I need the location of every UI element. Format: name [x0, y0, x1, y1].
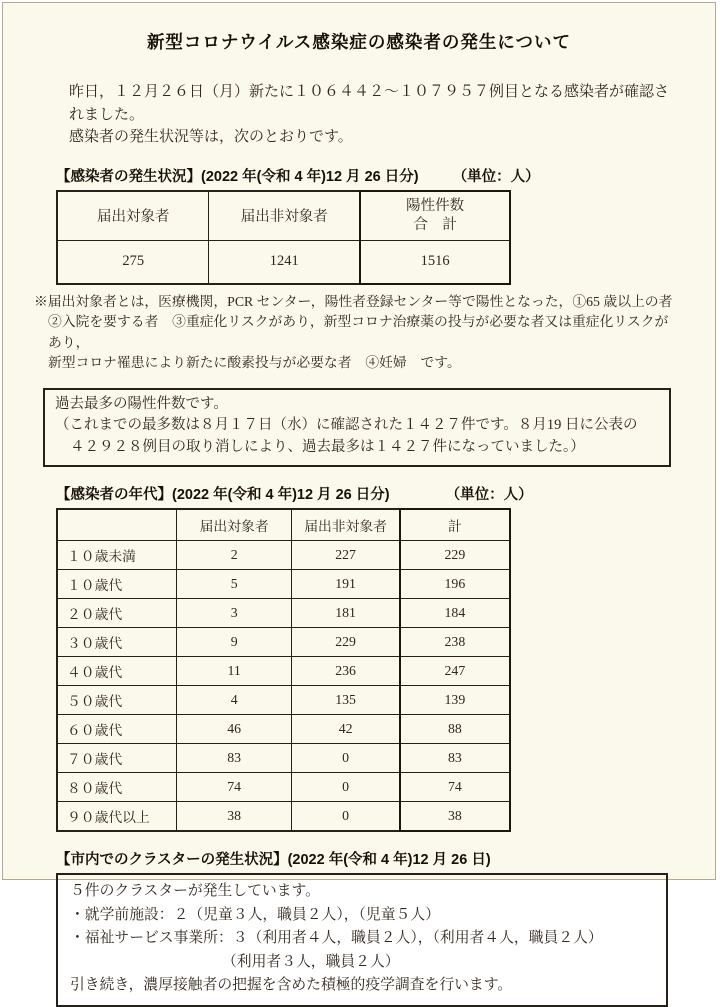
record-note-line-3: ４２９２８例目の取り消しにより、過去最多は１４２７件になっていました。） — [70, 438, 585, 455]
age-header-non-notified: 届出非対象者 — [292, 509, 400, 541]
cluster-line-1: ５件のクラスターが発生しています。 — [70, 883, 320, 899]
age-row-notified: 83 — [176, 744, 292, 773]
age-row-label: ６０歳代 — [57, 715, 176, 744]
age-row-total: 139 — [400, 686, 510, 715]
age-row-label: ８０歳代 — [57, 773, 176, 802]
page-title: 新型コロナウイルス感染症の感染者の発生について — [146, 32, 572, 52]
cluster-date-label: (2022 年(令和 4 年)12 月 26 日) — [287, 852, 491, 868]
age-row-total: 196 — [400, 570, 510, 599]
age-row-total: 38 — [400, 802, 510, 832]
age-row-notified: 4 — [176, 686, 292, 715]
age-row-label: ３０歳代 — [57, 628, 176, 657]
status-unit-label: （単位：人） — [452, 168, 540, 185]
age-row-notified: 46 — [176, 715, 292, 744]
age-row-notified: 74 — [176, 773, 292, 802]
record-note-line-1: 過去最多の陽性件数です。 — [55, 395, 228, 412]
age-row-total: 88 — [400, 715, 510, 744]
age-row-notified: 5 — [176, 570, 292, 599]
footnote-line-2: ②入院を要する者 ③重症化リスクがあり，新型コロナ治療薬の投与が必要な者又は重症化リスクがあり， — [48, 314, 669, 350]
status-table-value-row — [57, 240, 510, 284]
table-row — [57, 802, 510, 832]
age-unit-label: （単位：人） — [445, 487, 533, 503]
age-table-header-row — [57, 509, 510, 541]
section-heading-status — [56, 165, 715, 186]
age-row-non-notified: 227 — [292, 541, 400, 570]
section-heading-cluster — [56, 848, 715, 869]
cluster-line-5: 引き続き，濃厚接触者の把握を含めた積極的疫学調査を行います。 — [70, 977, 513, 993]
age-header-notified: 届出対象者 — [176, 509, 292, 541]
age-row-non-notified: 229 — [292, 628, 400, 657]
age-row-non-notified: 181 — [292, 599, 400, 628]
age-row-total: 247 — [400, 657, 510, 686]
age-header-total: 計 — [400, 509, 510, 541]
status-table-header-row — [57, 191, 510, 241]
age-header-blank — [57, 509, 176, 541]
notice-document — [2, 2, 716, 993]
age-row-label: ４０歳代 — [57, 657, 176, 686]
age-row-total: 238 — [400, 628, 510, 657]
age-row-notified: 11 — [176, 657, 292, 686]
age-row-notified: 38 — [176, 802, 292, 832]
status-header-notified: 届出対象者 — [57, 191, 209, 241]
status-value-non-notified: 1241 — [209, 240, 360, 284]
age-row-total: 229 — [400, 541, 510, 570]
table-row — [57, 541, 510, 570]
age-row-label: １０歳未満 — [57, 541, 176, 570]
age-row-label: ２０歳代 — [57, 599, 176, 628]
age-row-non-notified: 135 — [292, 686, 400, 715]
status-value-total: 1516 — [360, 240, 510, 284]
age-row-label: ７０歳代 — [57, 744, 176, 773]
table-row — [57, 715, 510, 744]
table-row — [57, 657, 510, 686]
age-row-label: ５０歳代 — [57, 686, 176, 715]
cluster-line-4: （利用者３人，職員２人） — [222, 953, 400, 970]
age-row-non-notified: 236 — [292, 657, 400, 686]
age-row-non-notified: 191 — [292, 570, 400, 599]
section-heading-age — [56, 483, 715, 504]
footnote-line-1: ※届出対象者とは，医療機関，PCR センター，陽性者登録センター等で陽性となった，①65 歳以上の者 — [34, 293, 673, 309]
age-row-non-notified: 0 — [292, 744, 400, 773]
table-row — [57, 570, 510, 599]
table-row — [57, 744, 510, 773]
status-table — [56, 190, 511, 285]
status-header-total — [360, 191, 510, 241]
intro-line-1: 昨日，１２月２６日（月）新たに１０６４４２～１０７９５７例目となる感染者が確認されました。 — [69, 84, 670, 123]
cluster-heading-label: 【市内でのクラスターの発生状況】 — [56, 852, 288, 868]
footnote-line-3: 新型コロナ罹患により新たに酸素投与が必要な者 ④妊婦 です。 — [48, 355, 461, 370]
record-note-box — [43, 388, 671, 468]
status-heading-label: 【感染者の発生状況】 — [56, 168, 201, 185]
age-row-notified: 9 — [176, 628, 292, 657]
intro-line-2: 感染者の発生状況等は，次のとおりです。 — [69, 129, 353, 145]
age-row-non-notified: 42 — [292, 715, 400, 744]
age-row-total: 184 — [400, 599, 510, 628]
age-row-notified: 3 — [176, 599, 292, 628]
cluster-line-3: ・福祉サービス事業所：３（利用者４人，職員２人），（利用者４人，職員２人） — [70, 930, 603, 946]
age-date-label: (2022 年(令和 4 年)12 月 26 日分) — [172, 487, 390, 503]
record-note-line-2: （これまでの最多数は８月１７日（水）に確認された１４２７件です。８月19 日に公表の — [55, 417, 638, 433]
status-header-non-notified: 届出非対象者 — [209, 191, 360, 241]
status-header-total-line2: 合 計 — [413, 216, 457, 233]
cluster-box — [56, 873, 668, 1007]
age-row-label: ９０歳代以上 — [57, 802, 176, 832]
table-row — [57, 773, 510, 802]
age-row-notified: 2 — [176, 541, 292, 570]
age-row-label: １０歳代 — [57, 570, 176, 599]
table-row — [57, 686, 510, 715]
age-row-non-notified: 0 — [292, 773, 400, 802]
status-value-notified: 275 — [57, 240, 209, 284]
intro-paragraph — [69, 81, 675, 149]
status-header-total-line1: 陽性件数 — [406, 197, 465, 214]
table-row — [57, 599, 510, 628]
age-table — [56, 508, 511, 832]
age-row-total: 74 — [400, 773, 510, 802]
cluster-line-2: ・就学前施設：２（児童３人，職員２人），（児童５人） — [70, 906, 440, 923]
age-heading-label: 【感染者の年代】 — [56, 487, 172, 503]
age-row-total: 83 — [400, 744, 510, 773]
status-footnote — [34, 292, 679, 374]
table-row — [57, 628, 510, 657]
age-row-non-notified: 0 — [292, 802, 400, 832]
status-date-label: (2022 年(令和 4 年)12 月 26 日分) — [201, 168, 419, 185]
